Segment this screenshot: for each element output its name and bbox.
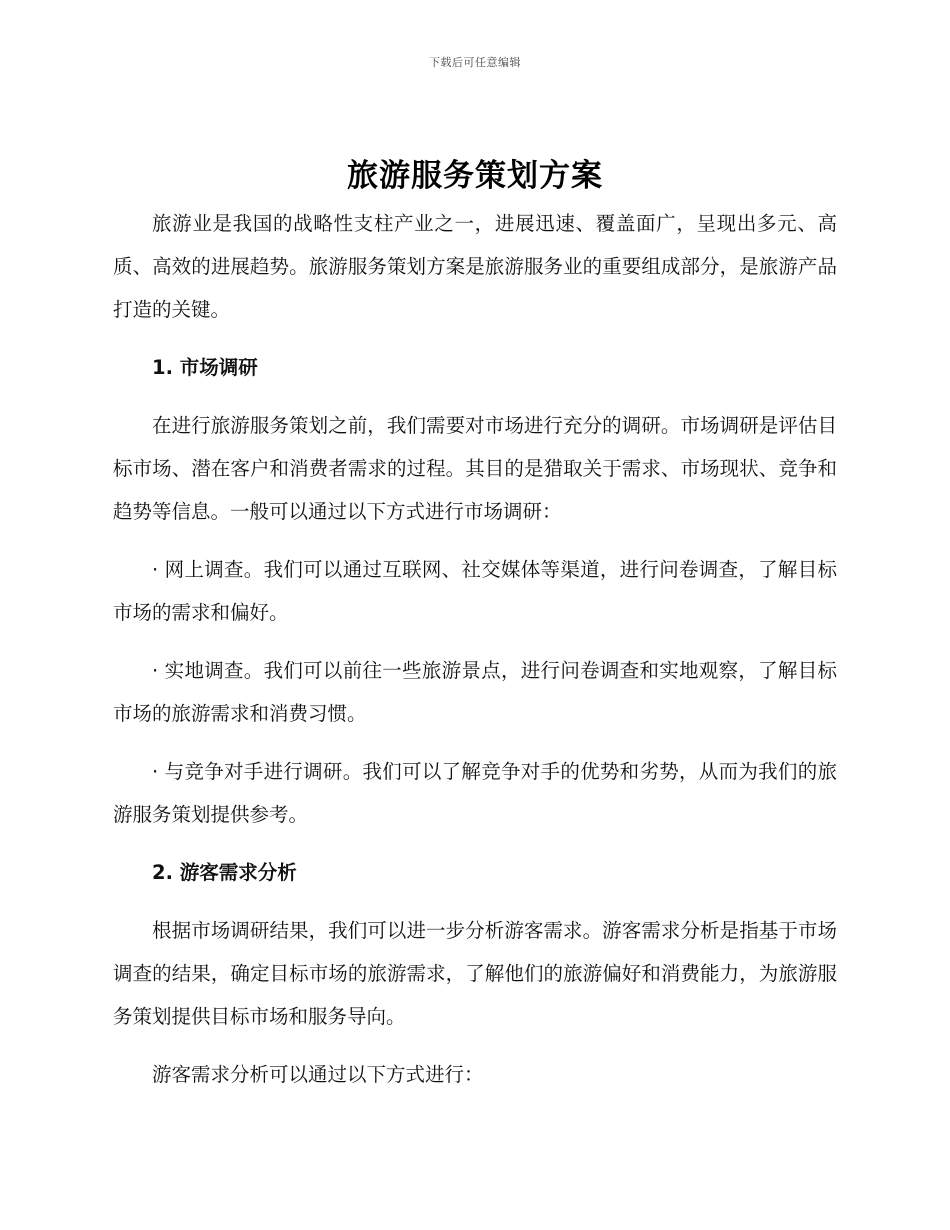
market-research-paragraph: 在进行旅游服务策划之前，我们需要对市场进行充分的调研。市场调研是评估目标市场、潜在客户和消费者需求的过程。其目的是猎取关于需求、市场现状、竞争和趋势等信息。一般可以通过以下方式进行市场调研： [113, 414, 837, 523]
section-heading-market-research: 1. 市场调研 [152, 356, 258, 379]
intro-paragraph: 旅游业是我国的战略性支柱产业之一，进展迅速、覆盖面广，呈现出多元、高质、高效的进展趋势。旅游服务策划方案是旅游服务业的重要组成部分，是旅游产品打造的关键。 [113, 212, 837, 321]
page-title: 旅游服务策划方案 [347, 158, 603, 194]
document-body [113, 202, 837, 1096]
tourist-needs-paragraph: 根据市场调研结果，我们可以进一步分析游客需求。游客需求分析是指基于市场调查的结果，确定目标市场的旅游需求，了解他们的旅游偏好和消费能力，为旅游服务策划提供目标市场和服务导向。 [113, 919, 837, 1028]
bullet-competitor-research: · 与竞争对手进行调研。我们可以了解竞争对手的优势和劣势，从而为我们的旅游服务策划提供参考。 [113, 760, 837, 826]
header-note: 下载后可任意编辑 [429, 56, 521, 69]
tourist-needs-lead: 游客需求分析可以通过以下方式进行： [152, 1063, 484, 1086]
bullet-field-survey: · 实地调查。我们可以前往一些旅游景点，进行问卷调查和实地观察，了解目标市场的旅游需求和消费习惯。 [113, 659, 837, 725]
section-heading-tourist-needs: 2. 游客需求分析 [152, 861, 297, 884]
bullet-online-survey: · 网上调查。我们可以通过互联网、社交媒体等渠道，进行问卷调查，了解目标市场的需求和偏好。 [113, 558, 837, 624]
